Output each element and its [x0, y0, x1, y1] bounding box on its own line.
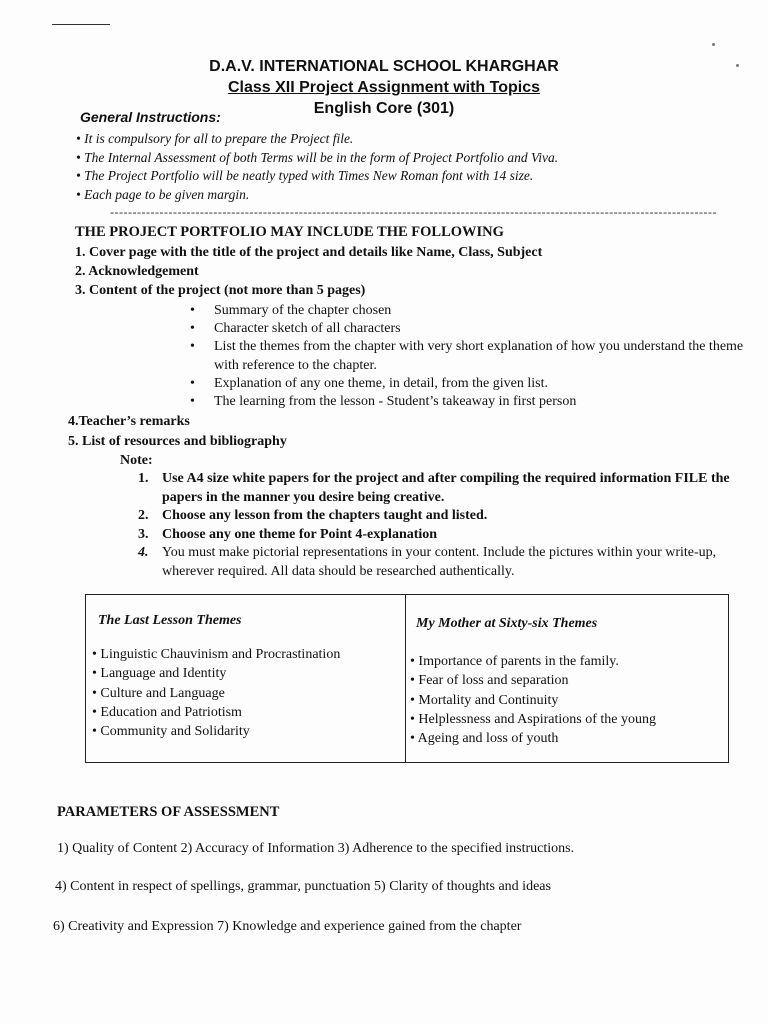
column-title: The Last Lesson Themes — [98, 613, 242, 628]
general-instructions-list — [76, 130, 558, 204]
assessment-line: 6) Creativity and Expression 7) Knowledge and experience gained from the chapter — [53, 919, 522, 934]
content-point: • Character sketch of all characters — [190, 320, 760, 338]
portfolio-title: THE PROJECT PORTFOLIO MAY INCLUDE THE FOLLOWING — [75, 224, 504, 240]
portfolio-items-continued — [68, 412, 287, 452]
subject-title: English Core (301) — [313, 100, 455, 117]
column-title: My Mother at Sixty-six Themes — [416, 616, 598, 631]
theme-item: • Importance of parents in the family. — [410, 654, 619, 669]
note-label: Note: — [120, 453, 153, 468]
theme-item: • Ageing and loss of youth — [410, 731, 559, 747]
instruction-item: • It is compulsory for all to prepare the Project file. — [76, 131, 354, 146]
portfolio-item: 5. List of resources and bibliography — [68, 434, 287, 449]
content-point: • The learning from the lesson - Student’s takeaway in first person — [190, 393, 760, 411]
mother-sixty-six-column — [406, 595, 728, 762]
general-instructions-title: General Instructions: — [80, 109, 221, 125]
assignment-title: Class XII Project Assignment with Topics — [227, 79, 541, 96]
note-number: 2. — [138, 508, 149, 523]
note-item — [138, 470, 758, 507]
note-number: 1. — [138, 471, 149, 486]
portfolio-item: 3. Content of the project (not more than 5 pages) — [75, 283, 366, 298]
theme-list — [410, 652, 656, 748]
portfolio-item: 2. Acknowledgement — [75, 264, 199, 279]
school-name: D.A.V. INTERNATIONAL SCHOOL KHARGHAR — [209, 58, 559, 75]
content-point: • Explanation of any one theme, in detail, from the given list. — [190, 375, 760, 393]
assessment-line: 4) Content in respect of spellings, grammar, punctuation 5) Clarity of thoughts and ideas — [55, 879, 551, 894]
theme-item: • Mortality and Continuity — [410, 692, 559, 708]
instruction-item: • The Project Portfolio will be neatly typed with Times New Roman font with 14 size. — [76, 168, 534, 183]
portfolio-items — [75, 243, 542, 300]
content-point: • Summary of the chapter chosen — [190, 302, 760, 320]
scan-mark-line — [52, 24, 110, 25]
portfolio-item: 4.Teacher’s remarks — [68, 414, 190, 429]
note-list — [138, 470, 758, 581]
note-text: Choose any lesson from the chapters taught and listed. — [162, 508, 488, 523]
note-number: 3. — [138, 526, 149, 542]
assessment-line: 1) Quality of Content 2) Accuracy of Information 3) Adherence to the specified instructions. — [57, 841, 575, 856]
last-lesson-column — [86, 595, 406, 762]
note-text: Choose any one theme for Point 4-explanation — [162, 526, 438, 542]
theme-list — [92, 645, 340, 741]
note-number: 4. — [138, 545, 149, 560]
portfolio-item: 1. Cover page with the title of the project and details like Name, Class, Subject — [75, 245, 543, 260]
note-item — [138, 526, 758, 545]
theme-item: • Culture and Language — [92, 685, 225, 701]
dashed-separator: --------------------------------------------------------------------------------------------------------------------------------------- — [110, 206, 717, 218]
themes-table — [85, 594, 729, 763]
content-point: • List the themes from the chapter with very short explanation of how you understand the theme with reference to the chapter. — [190, 338, 760, 374]
theme-item: • Helplessness and Aspirations of the young — [410, 711, 656, 727]
instruction-item: • The Internal Assessment of both Terms will be in the form of Project Portfolio and Viva. — [76, 149, 559, 165]
theme-item: • Fear of loss and separation — [410, 673, 569, 689]
content-points-list — [190, 302, 760, 411]
theme-item: • Community and Solidarity — [92, 724, 250, 740]
theme-item: • Language and Identity — [92, 666, 227, 682]
scan-speck — [712, 43, 715, 46]
theme-item: • Education and Patriotism — [92, 704, 242, 720]
note-item — [138, 544, 758, 581]
instruction-item: • Each page to be given margin. — [76, 186, 250, 202]
note-text: Use A4 size white papers for the project and after compiling the required information FILE the papers in the manner you desire being creative. — [162, 471, 730, 505]
assessment-title: PARAMETERS OF ASSESSMENT — [57, 804, 280, 820]
note-item — [138, 507, 758, 526]
note-text: You must make pictorial representations in your content. Include the pictures within your write-up, wherever required. All data should be researched authentically. — [162, 545, 717, 579]
theme-item: • Linguistic Chauvinism and Procrastination — [92, 647, 341, 662]
